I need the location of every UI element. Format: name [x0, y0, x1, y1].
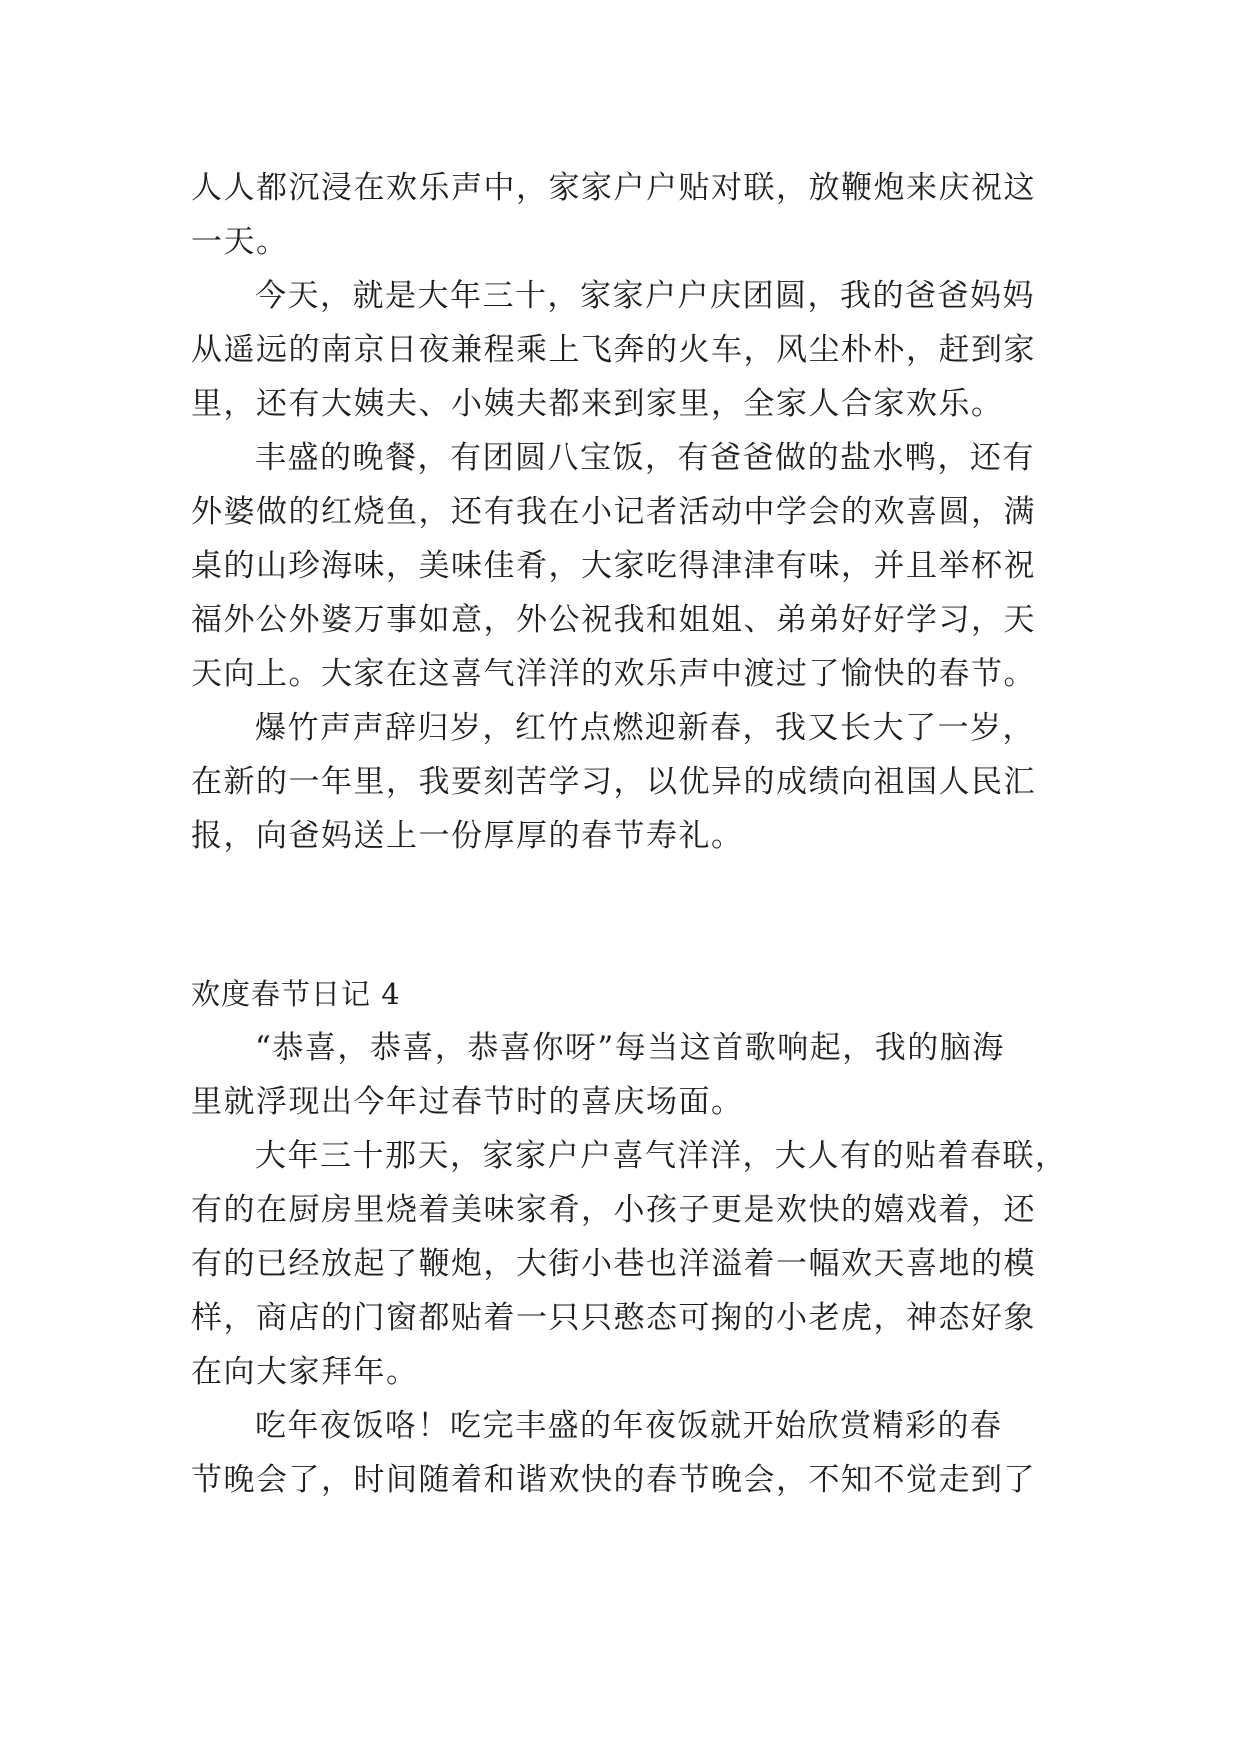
- text-line: 天向上。大家在这喜气洋洋的欢乐声中渡过了愉快的春节。: [191, 656, 1036, 692]
- section-spacer: [191, 863, 1061, 967]
- paragraph: [191, 1399, 1061, 1507]
- paragraph: [191, 431, 1061, 701]
- text-line: 大年三十那天，家家户户喜气洋洋，大人有的贴着春联，: [255, 1138, 1068, 1174]
- text-line: 丰盛的晚餐，有团圆八宝饭，有爸爸做的盐水鸭，还有: [255, 440, 1035, 476]
- text-line: 外婆做的红烧鱼，还有我在小记者活动中学会的欢喜圆，满: [191, 494, 1036, 530]
- paragraph: [191, 269, 1061, 431]
- text-line: 人人都沉浸在欢乐声中，家家户户贴对联，放鞭炮来庆祝这: [191, 170, 1036, 206]
- text-line: 桌的山珍海味，美味佳肴，大家吃得津津有味，并且举杯祝: [191, 548, 1036, 584]
- paragraph: [191, 701, 1061, 863]
- text-line: 节晚会了，时间随着和谐欢快的春节晚会，不知不觉走到了: [191, 1462, 1036, 1498]
- text-line: “恭喜，恭喜，恭喜你呀”每当这首歌响起，我的脑海: [255, 1030, 1005, 1066]
- text-line: 从遥远的南京日夜兼程乘上飞奔的火车，风尘朴朴，赶到家: [191, 332, 1036, 368]
- text-line: 在新的一年里，我要刻苦学习，以优异的成绩向祖国人民汇: [191, 764, 1036, 800]
- text-line: 一天。: [191, 224, 289, 260]
- text-line: 有的在厨房里烧着美味家肴，小孩子更是欢快的嬉戏着，还: [191, 1192, 1036, 1228]
- paragraph: [191, 1129, 1068, 1399]
- text-line: 福外公外婆万事如意，外公祝我和姐姐、弟弟好好学习，天: [191, 602, 1036, 638]
- paragraph: [191, 1021, 1061, 1129]
- text-line: 今天，就是大年三十，家家户户庆团圆，我的爸爸妈妈: [255, 278, 1035, 314]
- text-line: 有的已经放起了鞭炮，大街小巷也洋溢着一幅欢天喜地的模: [191, 1246, 1036, 1282]
- text-line: 吃年夜饭咯！吃完丰盛的年夜饭就开始欣赏精彩的春: [255, 1408, 1003, 1444]
- text-line: 在向大家拜年。: [191, 1354, 419, 1390]
- section-heading: 欢度春节日记 4: [191, 977, 401, 1011]
- text-line: 里就浮现出今年过春节时的喜庆场面。: [191, 1084, 744, 1120]
- text-line: 里，还有大姨夫、小姨夫都来到家里，全家人合家欢乐。: [191, 386, 1004, 422]
- paragraph: [191, 161, 1061, 269]
- document-body: [191, 161, 1068, 1507]
- text-line: 报，向爸妈送上一份厚厚的春节寿礼。: [191, 818, 744, 854]
- text-line: 样，商店的门窗都贴着一只只憨态可掬的小老虎，神态好象: [191, 1300, 1036, 1336]
- text-line: 爆竹声声辞归岁，红竹点燃迎新春，我又长大了一岁，: [255, 710, 1035, 746]
